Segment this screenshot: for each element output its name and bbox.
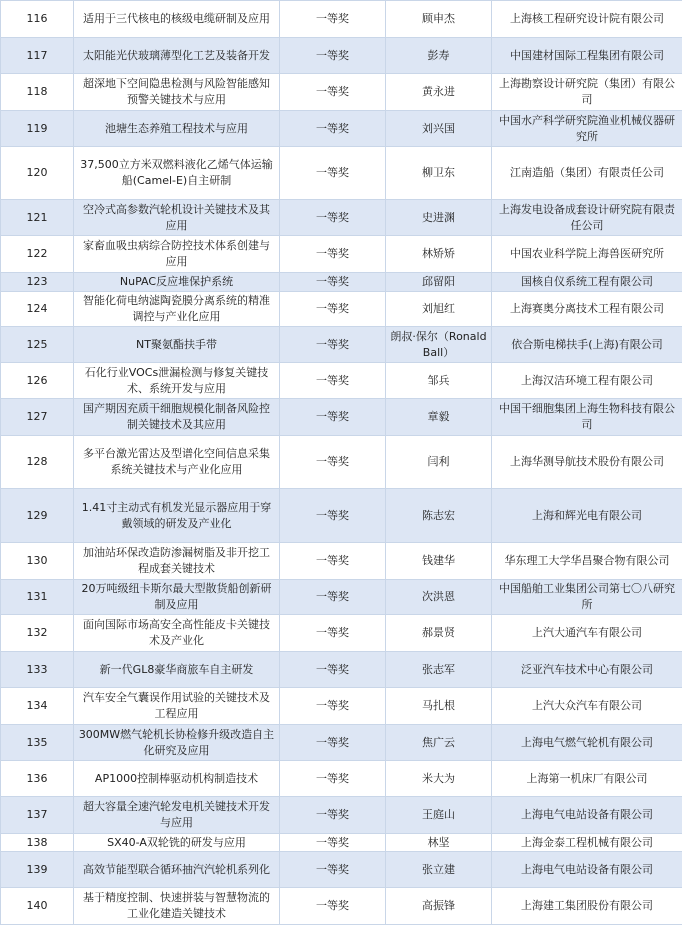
- project-name: 加油站环保改造防渗漏树脂及非开挖工程成套关键技术: [74, 543, 280, 580]
- winner-name: 闫利: [386, 436, 492, 489]
- award-level: 一等奖: [280, 273, 386, 292]
- row-number: 139: [1, 852, 74, 888]
- row-number: 131: [1, 580, 74, 615]
- organization-name: 上海建工集团股份有限公司: [492, 888, 682, 925]
- organization-name: 中国干细胞集团上海生物科技有限公司: [492, 399, 682, 436]
- winner-name: 米大为: [386, 761, 492, 797]
- winner-name: 王庭山: [386, 797, 492, 834]
- organization-name: 上海第一机床厂有限公司: [492, 761, 682, 797]
- project-name: 汽车安全气囊误作用试验的关键技术及工程应用: [74, 688, 280, 725]
- project-name: 超深地下空间隐患检测与风险智能感知预警关键技术与应用: [74, 74, 280, 111]
- award-level: 一等奖: [280, 888, 386, 925]
- organization-name: 上海电气电站设备有限公司: [492, 852, 682, 888]
- table-row: [1, 273, 682, 292]
- winner-name: 陈志宏: [386, 489, 492, 543]
- table-row: [1, 543, 682, 580]
- row-number: 120: [1, 147, 74, 200]
- winner-name: 朗叔·保尔（Ronald Ball）: [386, 327, 492, 363]
- award-level: 一等奖: [280, 363, 386, 399]
- organization-name: 上海汉洁环境工程有限公司: [492, 363, 682, 399]
- organization-name: 上海华测导航技术股份有限公司: [492, 436, 682, 489]
- award-level: 一等奖: [280, 111, 386, 147]
- award-table-body: [1, 1, 682, 925]
- row-number: 140: [1, 888, 74, 925]
- award-level: 一等奖: [280, 200, 386, 236]
- organization-name: 上海电气燃气轮机有限公司: [492, 725, 682, 761]
- project-name: 基于精度控制、快速拼装与智慧物流的工业化建造关键技术: [74, 888, 280, 925]
- table-row: [1, 652, 682, 688]
- organization-name: 上海发电设备成套设计研究院有限责任公司: [492, 200, 682, 236]
- organization-name: 中国农业科学院上海兽医研究所: [492, 236, 682, 273]
- project-name: 高效节能型联合循环抽汽汽轮机系列化: [74, 852, 280, 888]
- table-row: [1, 725, 682, 761]
- table-row: [1, 615, 682, 652]
- organization-name: 上海勘察设计研究院（集团）有限公司: [492, 74, 682, 111]
- row-number: 134: [1, 688, 74, 725]
- table-row: [1, 436, 682, 489]
- project-name: 家畜血吸虫病综合防控技术体系创建与应用: [74, 236, 280, 273]
- winner-name: 焦广云: [386, 725, 492, 761]
- project-name: AP1000控制棒驱动机构制造技术: [74, 761, 280, 797]
- row-number: 117: [1, 38, 74, 74]
- organization-name: 中国船舶工业集团公司第七〇八研究所: [492, 580, 682, 615]
- row-number: 135: [1, 725, 74, 761]
- row-number: 121: [1, 200, 74, 236]
- row-number: 123: [1, 273, 74, 292]
- organization-name: 江南造船（集团）有限责任公司: [492, 147, 682, 200]
- project-name: 20万吨级纽卡斯尔最大型散货船创新研制及应用: [74, 580, 280, 615]
- winner-name: 林矫矫: [386, 236, 492, 273]
- award-level: 一等奖: [280, 236, 386, 273]
- table-row: [1, 236, 682, 273]
- winner-name: 张志军: [386, 652, 492, 688]
- row-number: 119: [1, 111, 74, 147]
- project-name: 多平台激光雷达及型谱化空间信息采集系统关键技术与产业化应用: [74, 436, 280, 489]
- award-level: 一等奖: [280, 852, 386, 888]
- project-name: 1.41寸主动式有机发光显示器应用于穿戴领域的研发及产业化: [74, 489, 280, 543]
- table-row: [1, 580, 682, 615]
- award-level: 一等奖: [280, 147, 386, 200]
- winner-name: 马扎根: [386, 688, 492, 725]
- organization-name: 上海赛奥分离技术工程有限公司: [492, 292, 682, 327]
- project-name: 空冷式高参数汽轮机设计关键技术及其应用: [74, 200, 280, 236]
- table-row: [1, 111, 682, 147]
- row-number: 118: [1, 74, 74, 111]
- project-name: 300MW燃气轮机长协检修升级改造自主化研究及应用: [74, 725, 280, 761]
- winner-name: 林坚: [386, 834, 492, 852]
- winner-name: 柳卫东: [386, 147, 492, 200]
- table-row: [1, 489, 682, 543]
- project-name: 面向国际市场高安全高性能皮卡关键技术及产业化: [74, 615, 280, 652]
- table-row: [1, 834, 682, 852]
- table-row: [1, 363, 682, 399]
- winner-name: 顾申杰: [386, 1, 492, 38]
- row-number: 130: [1, 543, 74, 580]
- award-level: 一等奖: [280, 74, 386, 111]
- winner-name: 张立建: [386, 852, 492, 888]
- organization-name: 中国水产科学研究院渔业机械仪器研究所: [492, 111, 682, 147]
- project-name: NuPAC反应堆保护系统: [74, 273, 280, 292]
- table-row: [1, 888, 682, 925]
- table-row: [1, 761, 682, 797]
- winner-name: 钱建华: [386, 543, 492, 580]
- organization-name: 上海核工程研究设计院有限公司: [492, 1, 682, 38]
- table-row: [1, 399, 682, 436]
- organization-name: 上海金泰工程机械有限公司: [492, 834, 682, 852]
- winner-name: 次洪恩: [386, 580, 492, 615]
- winner-name: 邹兵: [386, 363, 492, 399]
- organization-name: 上海和辉光电有限公司: [492, 489, 682, 543]
- table-row: [1, 852, 682, 888]
- winner-name: 刘旭红: [386, 292, 492, 327]
- project-name: NT聚氨酯扶手带: [74, 327, 280, 363]
- table-row: [1, 1, 682, 38]
- award-level: 一等奖: [280, 652, 386, 688]
- winner-name: 章毅: [386, 399, 492, 436]
- row-number: 124: [1, 292, 74, 327]
- organization-name: 上汽大通汽车有限公司: [492, 615, 682, 652]
- project-name: 适用于三代核电的核级电缆研制及应用: [74, 1, 280, 38]
- row-number: 116: [1, 1, 74, 38]
- table-row: [1, 147, 682, 200]
- award-level: 一等奖: [280, 615, 386, 652]
- winner-name: 彭寿: [386, 38, 492, 74]
- row-number: 127: [1, 399, 74, 436]
- table-row: [1, 292, 682, 327]
- award-level: 一等奖: [280, 797, 386, 834]
- row-number: 129: [1, 489, 74, 543]
- winner-name: 刘兴国: [386, 111, 492, 147]
- row-number: 136: [1, 761, 74, 797]
- award-level: 一等奖: [280, 688, 386, 725]
- project-name: 超大容量全速汽轮发电机关键技术开发与应用: [74, 797, 280, 834]
- organization-name: 上海电气电站设备有限公司: [492, 797, 682, 834]
- project-name: 池塘生态养殖工程技术与应用: [74, 111, 280, 147]
- row-number: 122: [1, 236, 74, 273]
- row-number: 128: [1, 436, 74, 489]
- project-name: 太阳能光伏玻璃薄型化工艺及装备开发: [74, 38, 280, 74]
- row-number: 125: [1, 327, 74, 363]
- organization-name: 泛亚汽车技术中心有限公司: [492, 652, 682, 688]
- organization-name: 华东理工大学华昌聚合物有限公司: [492, 543, 682, 580]
- award-level: 一等奖: [280, 543, 386, 580]
- award-level: 一等奖: [280, 761, 386, 797]
- organization-name: 国核自仪系统工程有限公司: [492, 273, 682, 292]
- table-row: [1, 74, 682, 111]
- table-row: [1, 797, 682, 834]
- award-level: 一等奖: [280, 327, 386, 363]
- row-number: 133: [1, 652, 74, 688]
- project-name: 石化行业VOCs泄漏检测与修复关键技术、系统开发与应用: [74, 363, 280, 399]
- award-level: 一等奖: [280, 399, 386, 436]
- award-level: 一等奖: [280, 292, 386, 327]
- award-level: 一等奖: [280, 580, 386, 615]
- table-row: [1, 688, 682, 725]
- award-level: 一等奖: [280, 834, 386, 852]
- project-name: SX40-A双轮铣的研发与应用: [74, 834, 280, 852]
- row-number: 138: [1, 834, 74, 852]
- winner-name: 高振锋: [386, 888, 492, 925]
- project-name: 国产期因充质干细胞规模化制备风险控制关键技术及其应用: [74, 399, 280, 436]
- table-row: [1, 327, 682, 363]
- award-level: 一等奖: [280, 489, 386, 543]
- winner-name: 郝景贤: [386, 615, 492, 652]
- winner-name: 邱留阳: [386, 273, 492, 292]
- award-level: 一等奖: [280, 38, 386, 74]
- row-number: 137: [1, 797, 74, 834]
- organization-name: 依合斯电梯扶手(上海)有限公司: [492, 327, 682, 363]
- organization-name: 上汽大众汽车有限公司: [492, 688, 682, 725]
- table-row: [1, 38, 682, 74]
- winner-name: 黄永进: [386, 74, 492, 111]
- organization-name: 中国建材国际工程集团有限公司: [492, 38, 682, 74]
- award-level: 一等奖: [280, 1, 386, 38]
- row-number: 126: [1, 363, 74, 399]
- project-name: 新一代GL8豪华商旅车自主研发: [74, 652, 280, 688]
- award-level: 一等奖: [280, 436, 386, 489]
- project-name: 智能化荷电纳滤陶瓷膜分离系统的精准调控与产业化应用: [74, 292, 280, 327]
- table-row: [1, 200, 682, 236]
- award-level: 一等奖: [280, 725, 386, 761]
- winner-name: 史进渊: [386, 200, 492, 236]
- project-name: 37,500立方米双燃料液化乙烯气体运输船(Camel-E)自主研制: [74, 147, 280, 200]
- row-number: 132: [1, 615, 74, 652]
